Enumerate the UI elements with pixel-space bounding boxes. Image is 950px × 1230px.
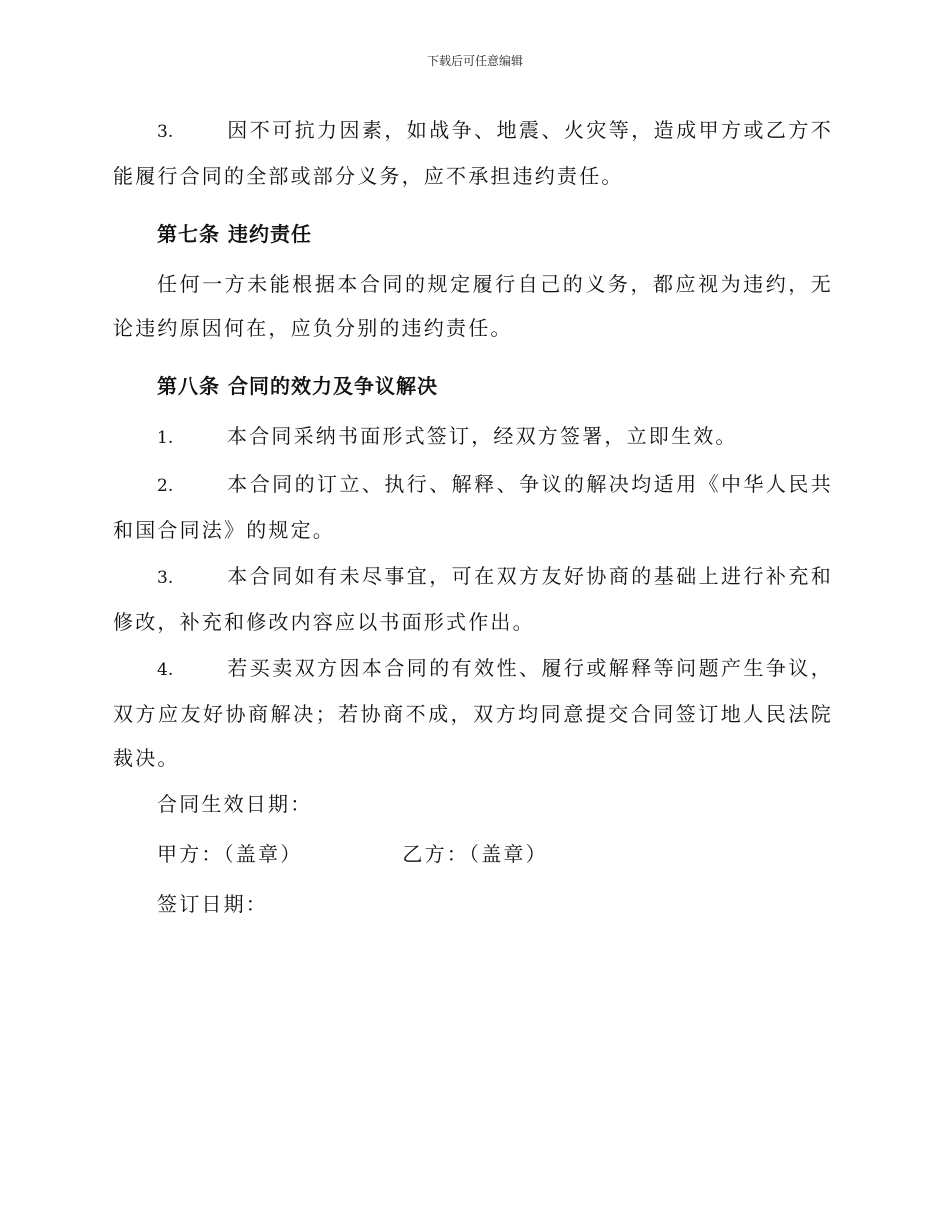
clause-number: 3. (157, 568, 174, 588)
page-header: 下载后可任意编辑 (426, 54, 523, 68)
party-seal-line (113, 832, 833, 876)
clause-number: 2. (157, 476, 174, 496)
clause-text: 本合同的订立、执行、解释、争议的解决均适用《中华人民共和国合同法》的规定。 (113, 472, 833, 542)
article-8-item-3 (113, 554, 833, 644)
signing-date-line: 签订日期： (157, 892, 268, 916)
clause-number: 4. (157, 660, 174, 680)
clause-text: 本合同如有未尽事宜，可在双方友好协商的基础上进行补充和修改，补充和修改内容应以书面形式作出。 (113, 564, 833, 634)
document-body (113, 108, 833, 932)
effective-date-line: 合同生效日期： (157, 792, 313, 816)
party-b-seal: 乙方：（盖章） (402, 842, 548, 866)
clause-text: 因不可抗力因素，如战争、地震、火灾等，造成甲方或乙方不能履行合同的全部或部分义务，应不承担违约责任。 (113, 118, 833, 188)
party-a-seal: 甲方：（盖章） (157, 842, 303, 866)
article-7-title: 第七条 违约责任 (157, 222, 312, 246)
clause-number: 1. (157, 428, 174, 448)
article-7-body: 任何一方未能根据本合同的规定履行自己的义务，都应视为违约，无论违约原因何在，应负分别的违约责任。 (113, 272, 833, 340)
clause-number: 3. (157, 122, 174, 142)
clause-text: 若买卖双方因本合同的有效性、履行或解释等问题产生争议，双方应友好协商解决；若协商不成，双方均同意提交合同签订地人民法院裁决。 (113, 656, 833, 770)
article-8-item-2 (113, 462, 833, 552)
article-8-item-1 (113, 414, 833, 460)
article-8-title: 第八条 合同的效力及争议解决 (157, 374, 438, 398)
article-8-item-4 (113, 646, 833, 780)
force-majeure-clause (113, 108, 833, 198)
clause-text: 本合同采纳书面形式签订，经双方签署，立即生效。 (227, 424, 738, 448)
